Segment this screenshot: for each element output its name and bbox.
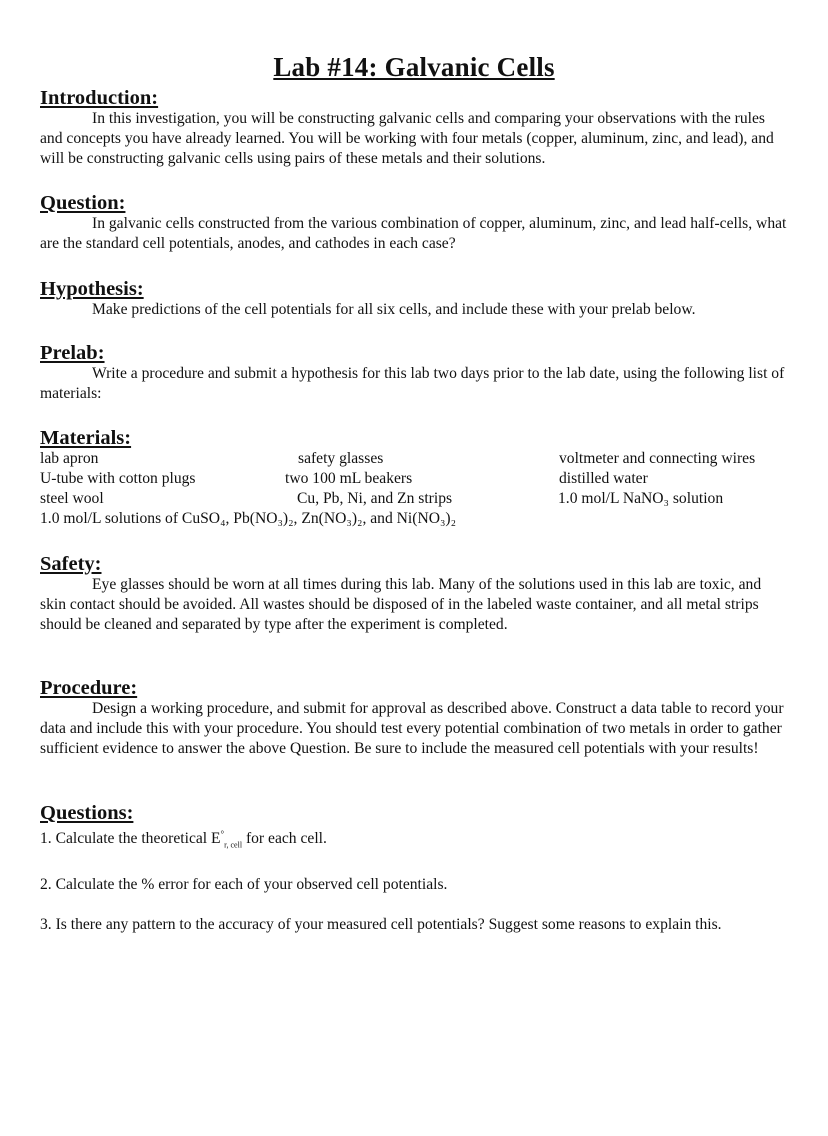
material-item: Cu, Pb, Ni, and Zn strips: [297, 490, 453, 507]
question-item-3: 3. Is there any pattern to the accuracy of your measured cell potentials? Suggest some reasons to explain this.: [40, 916, 722, 934]
question-section: [40, 192, 790, 254]
materials-row: [40, 469, 800, 489]
material-item: two 100 mL beakers: [285, 470, 413, 487]
material-item: voltmeter and connecting wires: [559, 450, 756, 467]
hypothesis-heading: Hypothesis:: [40, 278, 144, 300]
degree-symbol: °: [220, 829, 225, 839]
cell-subscript: r, cell: [224, 840, 243, 850]
hypothesis-text: Make predictions of the cell potentials for all six cells, and include these with your prelab below.: [92, 301, 696, 318]
page-title: Lab #14: Galvanic Cells: [273, 52, 555, 82]
safety-heading: Safety:: [40, 553, 102, 575]
materials-row: [40, 509, 800, 529]
material-item: steel wool: [40, 490, 104, 507]
material-solutions: 1.0 mol/L solutions of CuSO₄, Pb(NO₃)₂, Zn(NO₃)₂, and Ni(NO₃)₂: [40, 510, 457, 527]
materials-heading: Materials:: [40, 427, 132, 449]
material-item: lab apron: [40, 450, 99, 467]
questions-heading: Questions:: [40, 802, 134, 824]
materials-section: [40, 427, 800, 529]
procedure-section: [40, 677, 790, 759]
material-item: 1.0 mol/L NaNO₃ solution: [558, 490, 724, 507]
question-text: In galvanic cells constructed from the various combination of copper, aluminum, zinc, and lead half-cells, what are the standard cell potentials, anodes, and cathodes in each case?: [40, 215, 787, 252]
prelab-section: [40, 342, 790, 404]
material-item: distilled water: [559, 470, 648, 487]
material-item: safety glasses: [298, 450, 384, 467]
prelab-text: Write a procedure and submit a hypothesis for this lab two days prior to the lab date, using the following list of materials:: [40, 365, 785, 402]
question-item-2: 2. Calculate the % error for each of your observed cell potentials.: [40, 876, 448, 894]
question-item-1: [40, 824, 790, 855]
introduction-text: In this investigation, you will be constructing galvanic cells and comparing your observations with the rules and concepts you have already learned. You will be working with four metals (copper, aluminum, zinc, and lead), and will be constructing galvanic cells using pairs of these metals and their solutions.: [40, 110, 774, 167]
question-heading: Question:: [40, 192, 126, 214]
procedure-heading: Procedure:: [40, 677, 138, 699]
questions-section: [40, 802, 790, 935]
material-item: U-tube with cotton plugs: [40, 470, 196, 487]
safety-text: Eye glasses should be worn at all times during this lab. Many of the solutions used in this lab are toxic, and skin contact should be avoided. All wastes should be disposed of in the labeled waste container, and all metal strips should be cleaned and separated by type after the experiment is completed.: [40, 576, 762, 633]
question-1-prefix: 1. Calculate the theoretical E: [40, 830, 221, 848]
question-1-suffix: for each cell.: [242, 830, 327, 848]
prelab-heading: Prelab:: [40, 342, 105, 364]
hypothesis-section: [40, 278, 790, 320]
introduction-section: [40, 87, 790, 169]
safety-section: [40, 553, 790, 635]
introduction-heading: Introduction:: [40, 87, 159, 109]
materials-row: [40, 449, 800, 469]
procedure-text: Design a working procedure, and submit for approval as described above. Construct a data table to record your data and include this with your procedure. You should test every potential combination of two metals in order to gather sufficient evidence to answer the above Question. Be sure to include the measured cell potentials with your results!: [40, 700, 784, 757]
materials-row: [40, 489, 800, 509]
